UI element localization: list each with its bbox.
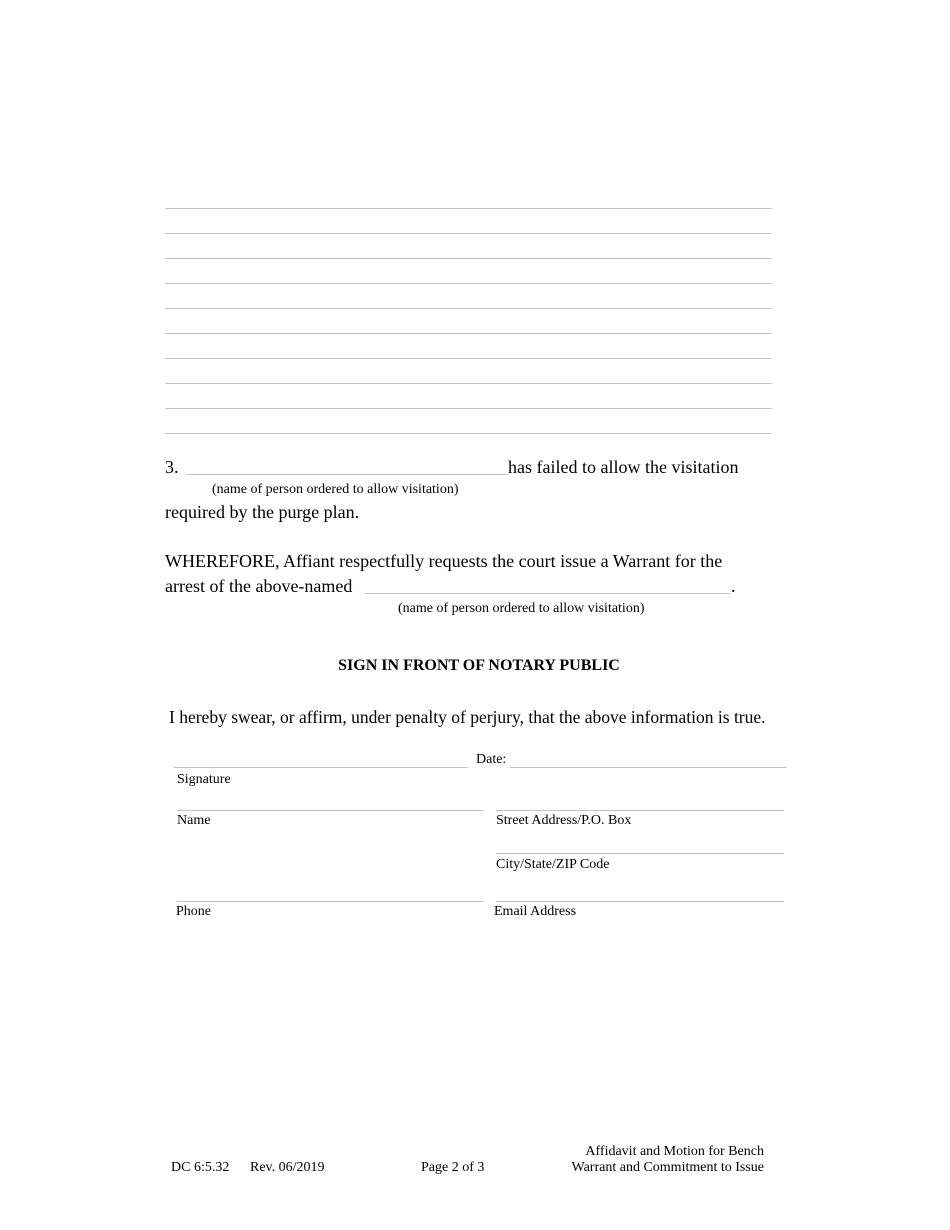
writing-line[interactable] xyxy=(165,283,772,284)
notary-heading: SIGN IN FRONT OF NOTARY PUBLIC xyxy=(338,657,620,674)
wherefore-name-blank[interactable] xyxy=(364,593,730,594)
signature-line[interactable] xyxy=(174,767,468,768)
item-3-hint: (name of person ordered to allow visitation) xyxy=(212,482,459,497)
phone-line[interactable] xyxy=(177,901,484,902)
wherefore-line-2-prefix: arrest of the above-named xyxy=(165,576,353,596)
item-3-continuation: required by the purge plan. xyxy=(165,502,360,522)
oath-statement: I hereby swear, or affirm, under penalty of perjury, that the above information is true. xyxy=(169,707,766,727)
writing-line[interactable] xyxy=(165,383,772,384)
phone-label: Phone xyxy=(176,904,211,919)
city-label: City/State/ZIP Code xyxy=(496,857,610,872)
name-label: Name xyxy=(177,813,211,828)
writing-line[interactable] xyxy=(165,308,772,309)
form-title-line-2: Warrant and Commitment to Issue xyxy=(571,1160,764,1175)
writing-line[interactable] xyxy=(165,233,772,234)
date-label: Date: xyxy=(476,752,507,767)
street-label: Street Address/P.O. Box xyxy=(496,813,632,828)
street-line[interactable] xyxy=(496,810,784,811)
writing-line[interactable] xyxy=(165,408,772,409)
writing-line[interactable] xyxy=(165,358,772,359)
writing-line[interactable] xyxy=(165,258,772,259)
city-line[interactable] xyxy=(496,853,784,854)
revision-date: Rev. 06/2019 xyxy=(250,1160,325,1175)
item-3-name-blank[interactable] xyxy=(186,474,508,475)
email-line[interactable] xyxy=(496,901,784,902)
item-3-text: has failed to allow the visitation xyxy=(508,457,739,477)
wherefore-hint: (name of person ordered to allow visitation) xyxy=(398,601,645,616)
writing-line[interactable] xyxy=(165,433,772,434)
date-line[interactable] xyxy=(510,767,787,768)
form-code: DC 6:5.32 xyxy=(171,1160,230,1175)
signature-label: Signature xyxy=(177,772,231,787)
writing-line[interactable] xyxy=(165,208,772,209)
page-number: Page 2 of 3 xyxy=(421,1160,485,1175)
wherefore-line-1: WHEREFORE, Affiant respectfully requests the court issue a Warrant for the xyxy=(165,551,723,571)
wherefore-line-2-suffix: . xyxy=(731,576,736,596)
form-title-line-1: Affidavit and Motion for Bench xyxy=(585,1144,764,1159)
writing-line[interactable] xyxy=(165,333,772,334)
name-line[interactable] xyxy=(177,810,484,811)
item-3-number: 3. xyxy=(165,457,179,477)
email-label: Email Address xyxy=(494,904,577,919)
